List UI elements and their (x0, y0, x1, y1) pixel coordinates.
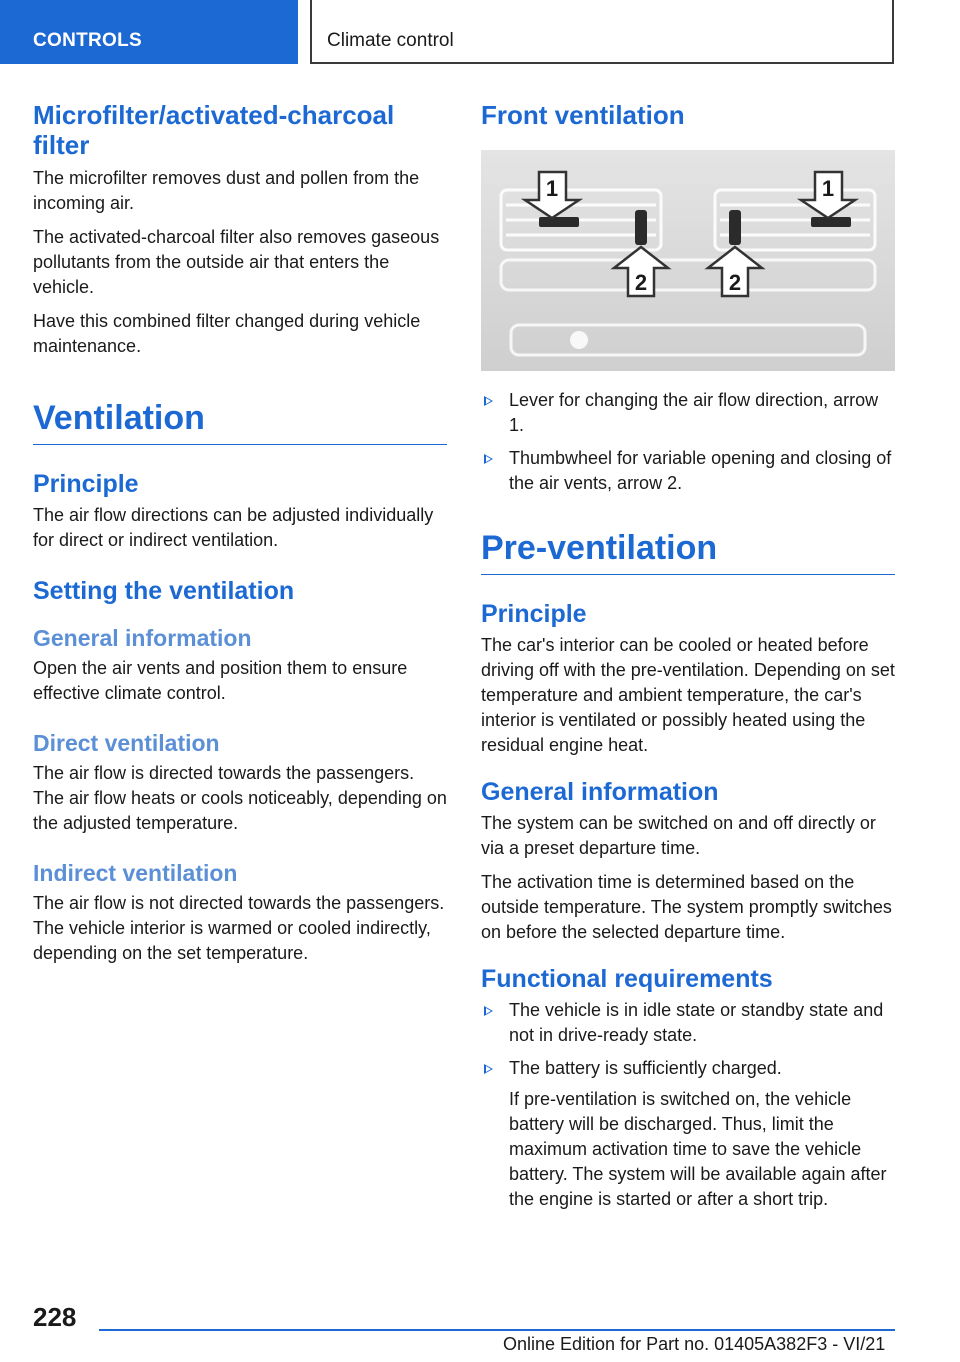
front-ventilation-heading: Front ventilation (481, 100, 685, 130)
filter-paragraph-2: The activated-charcoal filter also removes gaseous pollutants from the outside air that enters the vehicle. (33, 227, 440, 297)
list-item (481, 388, 895, 438)
indirect-ventilation-heading: Indirect ventilation (33, 860, 238, 886)
left-thumbwheel (635, 210, 647, 245)
list-item-text: Thumbwheel for variable opening and closing of the air vents, arrow 2. (509, 448, 892, 493)
arrow-2-left-label: 2 (634, 270, 648, 295)
pre-ventilation-heading: Pre-ventilation (481, 528, 895, 575)
pre-general-paragraph-2: The activation time is determined based on the outside temperature. The system promptly switches on before the selected departure time. (481, 872, 892, 942)
filter-paragraph-1: The microfilter removes dust and pollen from the incoming air. (33, 168, 420, 213)
chapter-tab-label: CONTROLS (33, 30, 143, 51)
direct-ventilation-heading: Direct ventilation (33, 730, 220, 756)
principle-heading: Principle (33, 470, 139, 498)
setting-heading: Setting the ventilation (33, 577, 295, 605)
triangle-bullet-icon (484, 1006, 493, 1016)
pre-general-paragraph-1: The system can be switched on and off directly or via a preset departure time. (481, 813, 876, 858)
filter-paragraph-3: Have this combined filter changed during vehicle maintenance. (33, 311, 421, 356)
page-number: 228 (33, 1302, 77, 1332)
filter-heading: Microfilter/activated-charcoal filter (33, 100, 395, 160)
section-header (310, 0, 894, 64)
left-column (33, 100, 447, 975)
general-info-heading: General information (33, 625, 252, 651)
left-lever (539, 217, 579, 227)
list-item-continuation: If pre-ventilation is switched on, the vehicle battery will be discharged. Thus, limit the maximum activation time to save the vehicle battery. The system will be available again after the engine is started or after a short trip. (509, 1089, 887, 1209)
control-knob (570, 331, 588, 349)
arrow-1-right-label: 1 (821, 176, 835, 201)
section-title: Climate control (327, 30, 454, 51)
general-info-paragraph: Open the air vents and position them to ensure effective climate control. (33, 658, 408, 703)
pre-principle-heading: Principle (481, 600, 587, 628)
triangle-bullet-icon (484, 454, 493, 464)
right-thumbwheel (729, 210, 741, 245)
arrow-2-right-label: 2 (728, 270, 742, 295)
chapter-tab[interactable] (0, 0, 298, 64)
arrow-1-left-label: 1 (545, 176, 559, 201)
list-item (481, 998, 895, 1048)
pre-principle-paragraph: The car's interior can be cooled or heated before driving off with the pre-ventilation. Depending on set temperature and ambient temperature, the car's interior is ventilated or possibly heated using the residual engine heat. (481, 635, 895, 755)
list-item-text: Lever for changing the air flow direction, arrow 1. (509, 390, 879, 435)
functional-requirements-list (481, 998, 895, 1212)
list-item (481, 1056, 895, 1212)
direct-ventilation-paragraph: The air flow is directed towards the passengers. The air flow heats or cools noticeably, depending on the adjusted temperature. (33, 763, 447, 833)
list-item (481, 446, 895, 496)
vent-figure (481, 150, 895, 371)
front-ventilation-list (481, 388, 895, 496)
pre-general-heading: General information (481, 778, 719, 806)
principle-paragraph: The air flow directions can be adjusted individually for direct or indirect ventilation. (33, 505, 434, 550)
footer-edition: Online Edition for Part no. 01405A382F3 - VI/21 (503, 1334, 886, 1354)
triangle-bullet-icon (484, 396, 493, 406)
right-column (481, 100, 895, 1220)
list-item-text: The battery is sufficiently charged. (509, 1058, 782, 1078)
functional-requirements-heading: Functional requirements (481, 965, 773, 993)
footer-divider (99, 1329, 895, 1331)
triangle-bullet-icon (484, 1064, 493, 1074)
right-lever (811, 217, 851, 227)
indirect-ventilation-paragraph: The air flow is not directed towards the passengers. The vehicle interior is warmed or cooled indirectly, depending on the set temperature. (33, 893, 445, 963)
list-item-text: The vehicle is in idle state or standby state and not in drive-ready state. (509, 1000, 884, 1045)
ventilation-heading: Ventilation (33, 398, 447, 445)
